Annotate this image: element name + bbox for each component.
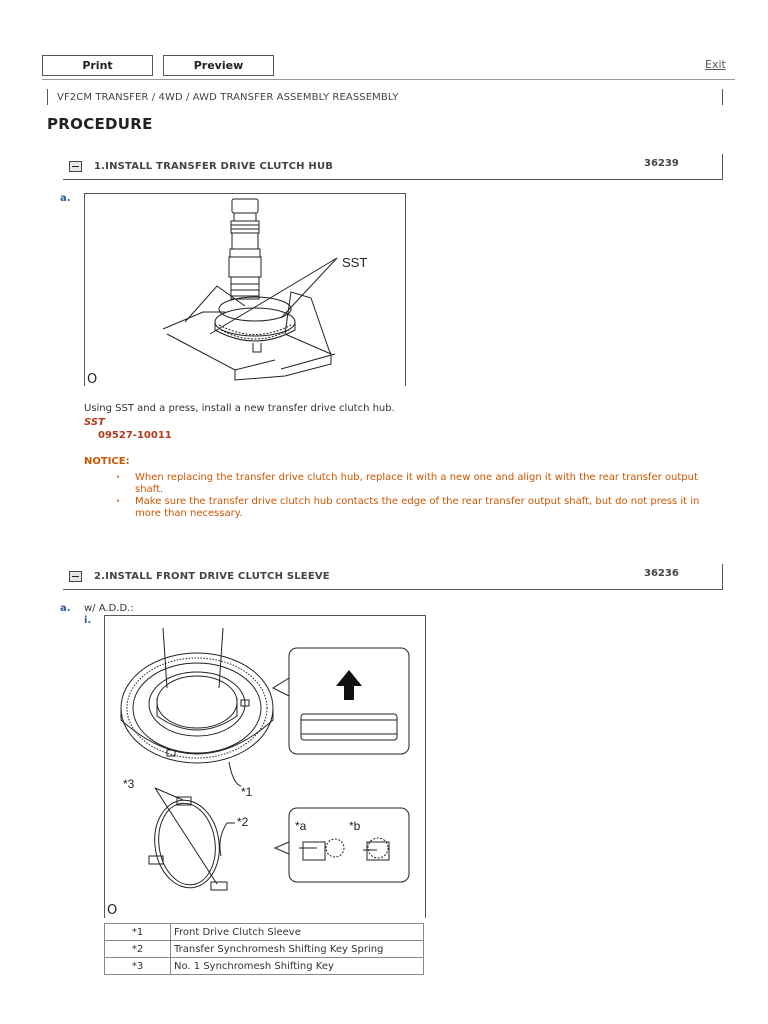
section-header-1	[63, 154, 723, 180]
figure-mark: O	[107, 903, 118, 918]
legend-value: Front Drive Clutch Sleeve	[171, 924, 424, 941]
arrow-up-icon	[336, 670, 362, 700]
figure-clutch-hub-press	[84, 193, 406, 386]
section-code: 36236	[644, 568, 679, 579]
legend-value: Transfer Synchromesh Shifting Key Spring	[171, 941, 424, 958]
figure-mark: O	[87, 372, 98, 386]
figure-label-a: *a	[295, 819, 307, 833]
legend-value: No. 1 Synchromesh Shifting Key	[171, 958, 424, 975]
table-row	[105, 941, 424, 958]
sst-label: SST	[84, 417, 105, 428]
section-code: 36239	[644, 158, 679, 169]
figure-label-1: *1	[241, 785, 253, 799]
figure-label-3: *3	[123, 777, 135, 791]
toolbar-divider	[42, 79, 735, 80]
clutch-hub-press-illustration	[85, 194, 406, 386]
table-row	[105, 924, 424, 941]
notice-label: NOTICE:	[84, 456, 130, 467]
sst-part-number: 09527-10011	[98, 430, 172, 441]
exit-link[interactable]: Exit	[705, 58, 726, 71]
section-title: 2.INSTALL FRONT DRIVE CLUTCH SLEEVE	[94, 571, 330, 582]
figure-clutch-sleeve	[104, 615, 426, 918]
step-letter: a.	[60, 193, 71, 204]
preview-button[interactable]: Preview	[163, 55, 274, 76]
collapse-icon[interactable]	[69, 571, 82, 582]
notice-item: · Make sure the transfer drive clutch hub contacts the edge of the rear transfer output shaft, but do not press it in more than necessary.	[114, 496, 724, 519]
instruction-text: Using SST and a press, install a new transfer drive clutch hub.	[84, 403, 395, 414]
figure-label-2: *2	[237, 815, 249, 829]
print-button[interactable]: Print	[42, 55, 153, 76]
page-title: PROCEDURE	[47, 115, 153, 133]
condition-text: w/ A.D.D.:	[84, 603, 134, 614]
sub-step-letter: i.	[84, 615, 92, 626]
notice-item: · When replacing the transfer drive clutch hub, replace it with a new one and align it with the rear transfer output shaft.	[114, 472, 724, 495]
figure-callout-sst: SST	[342, 255, 368, 270]
section-title: 1.INSTALL TRANSFER DRIVE CLUTCH HUB	[94, 161, 334, 172]
clutch-sleeve-illustration	[105, 616, 426, 918]
legend-key: *2	[105, 941, 171, 958]
notice-list	[114, 472, 724, 520]
legend-key: *1	[105, 924, 171, 941]
figure-label-b: *b	[349, 819, 361, 833]
legend-table	[104, 923, 424, 975]
collapse-icon[interactable]	[69, 161, 82, 172]
section-header-2	[63, 564, 723, 590]
table-row	[105, 958, 424, 975]
step-letter: a.	[60, 603, 71, 614]
legend-key: *3	[105, 958, 171, 975]
breadcrumb: VF2CM TRANSFER / 4WD / AWD TRANSFER ASSEMBLY REASSEMBLY	[47, 89, 723, 105]
